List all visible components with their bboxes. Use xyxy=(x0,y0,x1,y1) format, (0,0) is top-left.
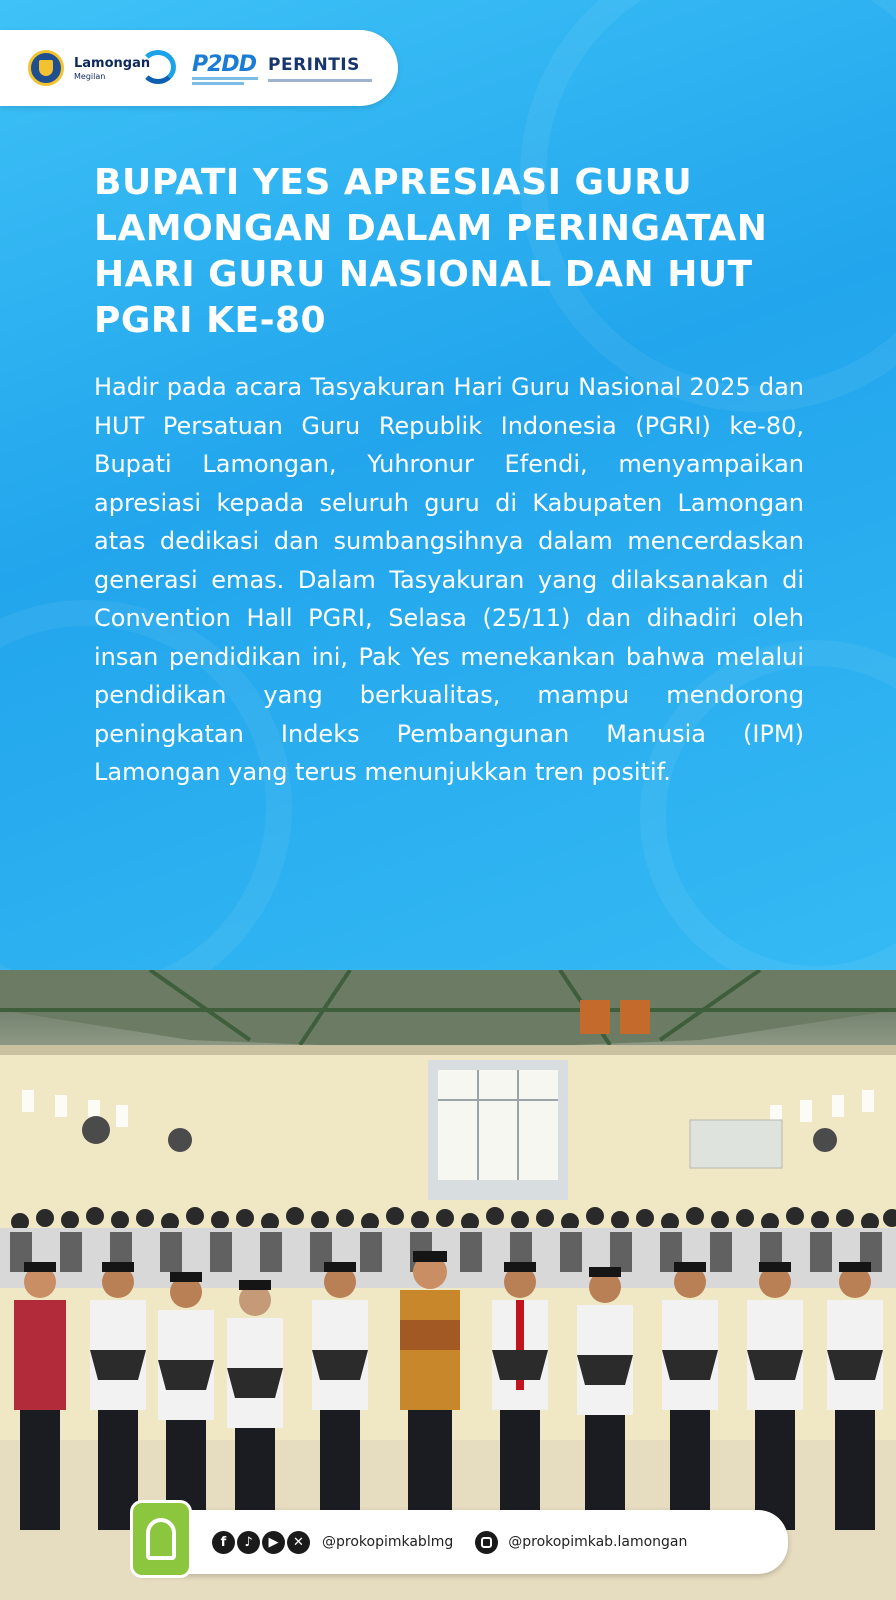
instagram-handle[interactable]: @prokopimkab.lamongan xyxy=(508,1534,688,1550)
article-body: Hadir pada acara Tasyakuran Hari Guru Nasional 2025 dan HUT Persatuan Guru Republik Indonesia (PGRI) ke-80, Bupati Lamongan, Yuhronur Efendi, menyampaikan apresiasi kepada seluruh guru di Kabupaten Lamongan atas dedikasi dan sumbangsihnya dalam mencerdaskan generasi emas. Dalam Tasyakuran yang dilaksanakan di Convention Hall PGRI, Selasa (25/11) dan dihadiri oleh insan pendidikan ini, Pak Yes menekankan bahwa melalui pendidikan yang berkualitas, mampu mendorong peningkatan Indeks Pembangunan Manusia (IPM) Lamongan yang terus menunjukkan tren positif. xyxy=(94,373,804,786)
instagram-icon[interactable] xyxy=(475,1531,498,1554)
social-icons xyxy=(212,1531,312,1554)
p2dd-subtitle-line xyxy=(192,77,258,80)
wave-icon xyxy=(140,50,176,84)
youtube-icon[interactable]: ▶ xyxy=(262,1531,285,1554)
facebook-icon[interactable]: f xyxy=(212,1531,235,1554)
perintis-logo-text: PERINTIS xyxy=(268,55,360,75)
perintis-logo xyxy=(268,48,378,88)
lamongan-logo-text: Lamongan xyxy=(74,56,151,71)
p2dd-subtitle-line xyxy=(192,82,244,85)
logo-bar xyxy=(0,30,398,106)
lamongan-tagline: Megilan xyxy=(74,72,106,81)
social-handle[interactable]: @prokopimkablmg xyxy=(322,1534,454,1550)
perintis-subtitle-line xyxy=(268,79,372,82)
prokopim-badge-icon xyxy=(130,1500,192,1578)
article-title: BUPATI YES APRESIASI GURU LAMONGAN DALAM PERINGATAN HARI GURU NASIONAL DAN HUT PGRI KE-80 xyxy=(94,162,768,341)
lamongan-logo xyxy=(74,48,178,88)
tiktok-icon[interactable]: ♪ xyxy=(237,1531,260,1554)
x-icon[interactable]: ✕ xyxy=(287,1531,310,1554)
p2dd-logo-text: P2DD xyxy=(192,52,256,77)
p2dd-logo xyxy=(192,48,260,88)
social-footer xyxy=(140,1510,788,1574)
regency-seal-icon xyxy=(28,50,64,86)
